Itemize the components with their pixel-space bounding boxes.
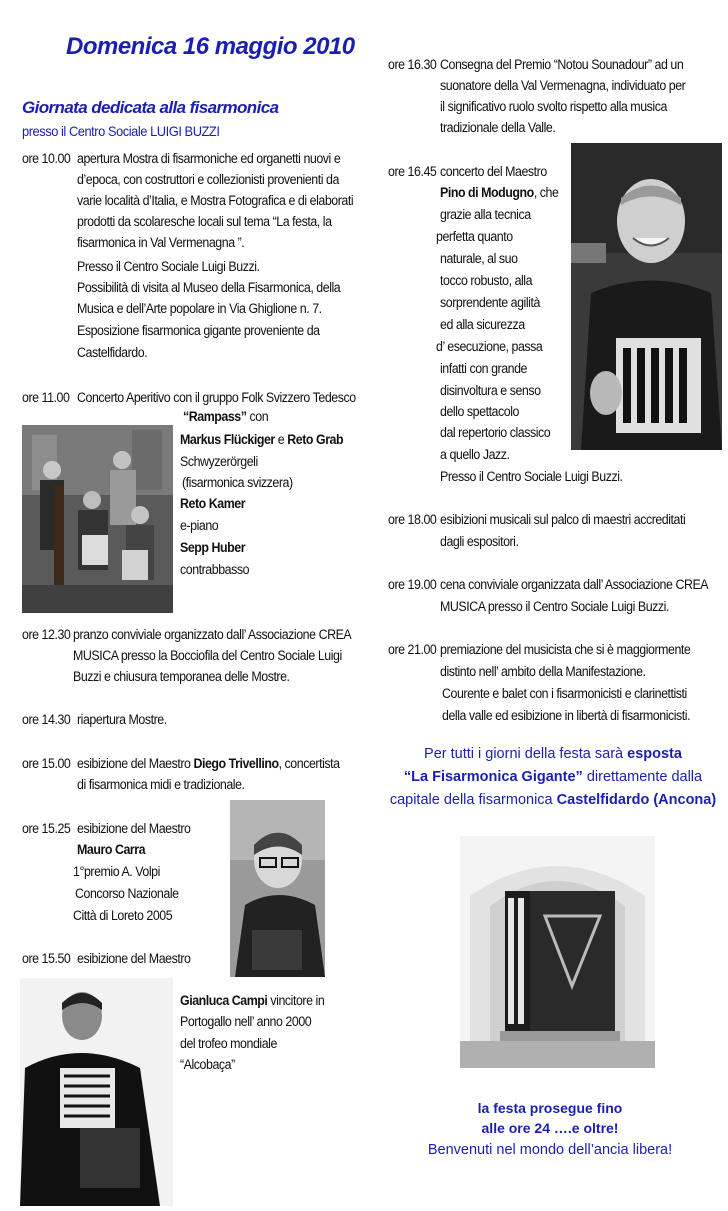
event-1550-text: esibizione del Maestro bbox=[77, 951, 191, 966]
time-1800: ore 18.00 bbox=[388, 512, 437, 527]
event-1230-line: pranzo conviviale organizzato dall’ Associazione CREA bbox=[73, 627, 352, 642]
event-1525-text: esibizione del Maestro bbox=[77, 821, 191, 836]
pino-di-modugno: Pino di Modugno bbox=[440, 185, 534, 200]
event-1000-line: varie località d’Italia, e Mostra Fotografica e di elaborati bbox=[77, 193, 354, 208]
group-rampass: “Rampass” bbox=[183, 409, 247, 424]
event-1800-line: esibizioni musicali sul palco di maestri accreditati bbox=[440, 512, 686, 527]
event-1645-after: , che bbox=[533, 185, 559, 200]
event-1550-line bbox=[180, 992, 324, 1009]
event-1000-line: Musica e dell’Arte popolare in Via Ghiglione n. 7. bbox=[77, 301, 322, 316]
event-1645-line: ed alla sicurezza bbox=[440, 317, 525, 332]
pino-di-modugno-photo bbox=[571, 143, 722, 450]
event-1000-line: prodotti da scolaresche locali sul tema “La festa, la bbox=[77, 214, 332, 229]
instrument-line: (fisarmonica svizzera) bbox=[182, 475, 293, 490]
event-1630-line: tradizionale della Valle. bbox=[440, 120, 556, 135]
event-1230-line: MUSICA presso la Bocciofila del Centro Sociale Luigi bbox=[73, 648, 342, 663]
event-2100-line: premiazione del musicista che si è maggiormente bbox=[440, 642, 691, 657]
event-1645-line: infatti con grande bbox=[440, 361, 528, 376]
time-1630: ore 16.30 bbox=[388, 57, 437, 72]
event-1645-line: disinvoltura e senso bbox=[440, 383, 541, 398]
event-1525-line: 1°premio A. Volpi bbox=[73, 864, 160, 879]
musician-reto-grab: Reto Grab bbox=[287, 432, 344, 447]
time-1900: ore 19.00 bbox=[388, 577, 437, 592]
event-1645-name-line bbox=[440, 184, 558, 201]
event-1000-line: Esposizione fisarmonica gigante proveniente da bbox=[77, 323, 320, 338]
notice-l2b: direttamente dalla bbox=[582, 769, 703, 785]
notice-l3b: Castelfidardo (Ancona) bbox=[556, 792, 717, 808]
with-word: con bbox=[246, 409, 269, 424]
event-2100-line: Courente e balet con i fisarmonicisti e clarinettisti bbox=[442, 686, 687, 701]
and-word: e bbox=[274, 432, 288, 447]
event-1645-venue: Presso il Centro Sociale Luigi Buzzi. bbox=[440, 469, 623, 484]
rampass-band-photo bbox=[22, 425, 173, 613]
event-1645-line: tocco robusto, alla bbox=[440, 273, 533, 288]
diego-trivellino: Diego Trivellino bbox=[193, 756, 279, 771]
time-2100: ore 21.00 bbox=[388, 642, 437, 657]
event-1630-line: suonatore della Val Vermenagna, individuato per bbox=[440, 78, 686, 93]
notice-l2a: “La Fisarmonica Gigante” bbox=[403, 769, 583, 785]
event-1430-text: riapertura Mostre. bbox=[77, 712, 167, 727]
closing-line-1: la festa prosegue fino bbox=[477, 1100, 623, 1116]
event-1645-line: dal repertorio classico bbox=[440, 425, 551, 440]
giant-accordion-photo bbox=[460, 836, 655, 1068]
event-1630-line: il significativo ruolo svolto rispetto alla musica bbox=[440, 99, 667, 114]
time-1525: ore 15.25 bbox=[22, 821, 71, 836]
event-1645-line: dello spettacolo bbox=[440, 404, 519, 419]
event-1500-pre: esibizione del Maestro bbox=[77, 756, 194, 771]
event-1000-line: apertura Mostra di fisarmoniche ed organetti nuovi e bbox=[77, 151, 341, 166]
event-1900-line: MUSICA presso il Centro Sociale Luigi Buzzi. bbox=[440, 599, 669, 614]
event-1100-text: Concerto Aperitivo con il gruppo Folk Svizzero Tedesco bbox=[77, 390, 356, 405]
event-1645-line: d’ esecuzione, passa bbox=[436, 339, 543, 354]
event-1500-line bbox=[77, 755, 340, 772]
event-1000-line: Castelfidardo. bbox=[77, 345, 148, 360]
event-1550-post: vincitore in bbox=[267, 993, 325, 1008]
event-1230-line: Buzzi e chiusura temporanea delle Mostre. bbox=[73, 669, 290, 684]
event-1500-line2: di fisarmonica midi e tradizionale. bbox=[77, 777, 245, 792]
time-1100: ore 11.00 bbox=[22, 390, 70, 405]
time-1000: ore 10.00 bbox=[22, 151, 71, 166]
event-1500-post: , concertista bbox=[278, 756, 340, 771]
event-location: presso il Centro Sociale LUIGI BUZZI bbox=[22, 123, 220, 139]
event-1645-line: sorprendente agilità bbox=[440, 295, 540, 310]
notice-l3a: capitale della fisarmonica bbox=[389, 792, 557, 808]
notice-line-3 bbox=[380, 789, 726, 812]
closing-line-3: Benvenuti nel mondo dell’ancia libera! bbox=[427, 1142, 673, 1158]
event-1645-line: a quello Jazz. bbox=[440, 447, 510, 462]
group-name bbox=[183, 408, 268, 425]
time-1550: ore 15.50 bbox=[22, 951, 71, 966]
event-1645-line: naturale, al suo bbox=[440, 251, 518, 266]
event-2100-line: della valle ed esibizione in libertà di fisarmonicisti. bbox=[442, 708, 691, 723]
event-1000-line: d’epoca, con costruttori e collezionisti provenienti da bbox=[77, 172, 339, 187]
event-1000-line: Presso il Centro Sociale Luigi Buzzi. bbox=[77, 259, 260, 274]
instrument-line: contrabbasso bbox=[180, 562, 250, 577]
event-1550-line: Portogallo nell’ anno 2000 bbox=[180, 1014, 312, 1029]
musician-markus: Markus Flückiger bbox=[180, 432, 275, 447]
musician-reto-kamer: Reto Kamer bbox=[180, 496, 246, 511]
notice-l1a: Per tutti i giorni della festa sarà bbox=[424, 746, 628, 762]
event-1645-line: perfetta quanto bbox=[436, 229, 513, 244]
gianluca-campi-photo bbox=[20, 978, 173, 1206]
time-1430: ore 14.30 bbox=[22, 712, 71, 727]
event-1000-line: fisarmonica in Val Vermenagna ”. bbox=[77, 235, 245, 250]
time-1500: ore 15.00 bbox=[22, 756, 71, 771]
time-1230: ore 12.30 bbox=[22, 627, 71, 642]
event-1525-line: Concorso Nazionale bbox=[75, 886, 179, 901]
musician-sepp-huber: Sepp Huber bbox=[180, 540, 246, 555]
instrument-line: Schwyzerörgeli bbox=[180, 454, 258, 469]
time-1645: ore 16.45 bbox=[388, 164, 437, 179]
musicians-line bbox=[180, 431, 343, 448]
event-2100-line: distinto nell’ ambito della Manifestazione. bbox=[440, 664, 646, 679]
event-1900-line: cena conviviale organizzata dall’ Associazione CREA bbox=[440, 577, 709, 592]
gianluca-campi: Gianluca Campi bbox=[180, 993, 268, 1008]
page-title: Domenica 16 maggio 2010 bbox=[66, 33, 355, 60]
event-1800-line: dagli espositori. bbox=[440, 534, 519, 549]
notice-l1b: esposta bbox=[627, 746, 682, 762]
event-1630-line: Consegna del Premio “Notou Sounadour” ad un bbox=[440, 57, 684, 72]
event-1645-text: concerto del Maestro bbox=[440, 164, 547, 179]
closing-line-2: alle ore 24 ….e oltre! bbox=[481, 1120, 619, 1136]
mauro-carra-photo bbox=[230, 800, 325, 977]
notice-line-1 bbox=[380, 743, 726, 766]
event-1000-line: Possibilità di visita al Museo della Fisarmonica, della bbox=[77, 280, 341, 295]
event-1525-line: Città di Loreto 2005 bbox=[73, 908, 173, 923]
event-subtitle: Giornata dedicata alla fisarmonica bbox=[22, 98, 279, 117]
instrument-line: e-piano bbox=[180, 518, 219, 533]
mauro-carra: Mauro Carra bbox=[77, 842, 146, 857]
event-1645-line: grazie alla tecnica bbox=[440, 207, 531, 222]
event-1550-line: del trofeo mondiale bbox=[180, 1036, 277, 1051]
event-1550-line: “Alcobaça” bbox=[180, 1057, 235, 1072]
notice-line-2 bbox=[380, 766, 726, 789]
